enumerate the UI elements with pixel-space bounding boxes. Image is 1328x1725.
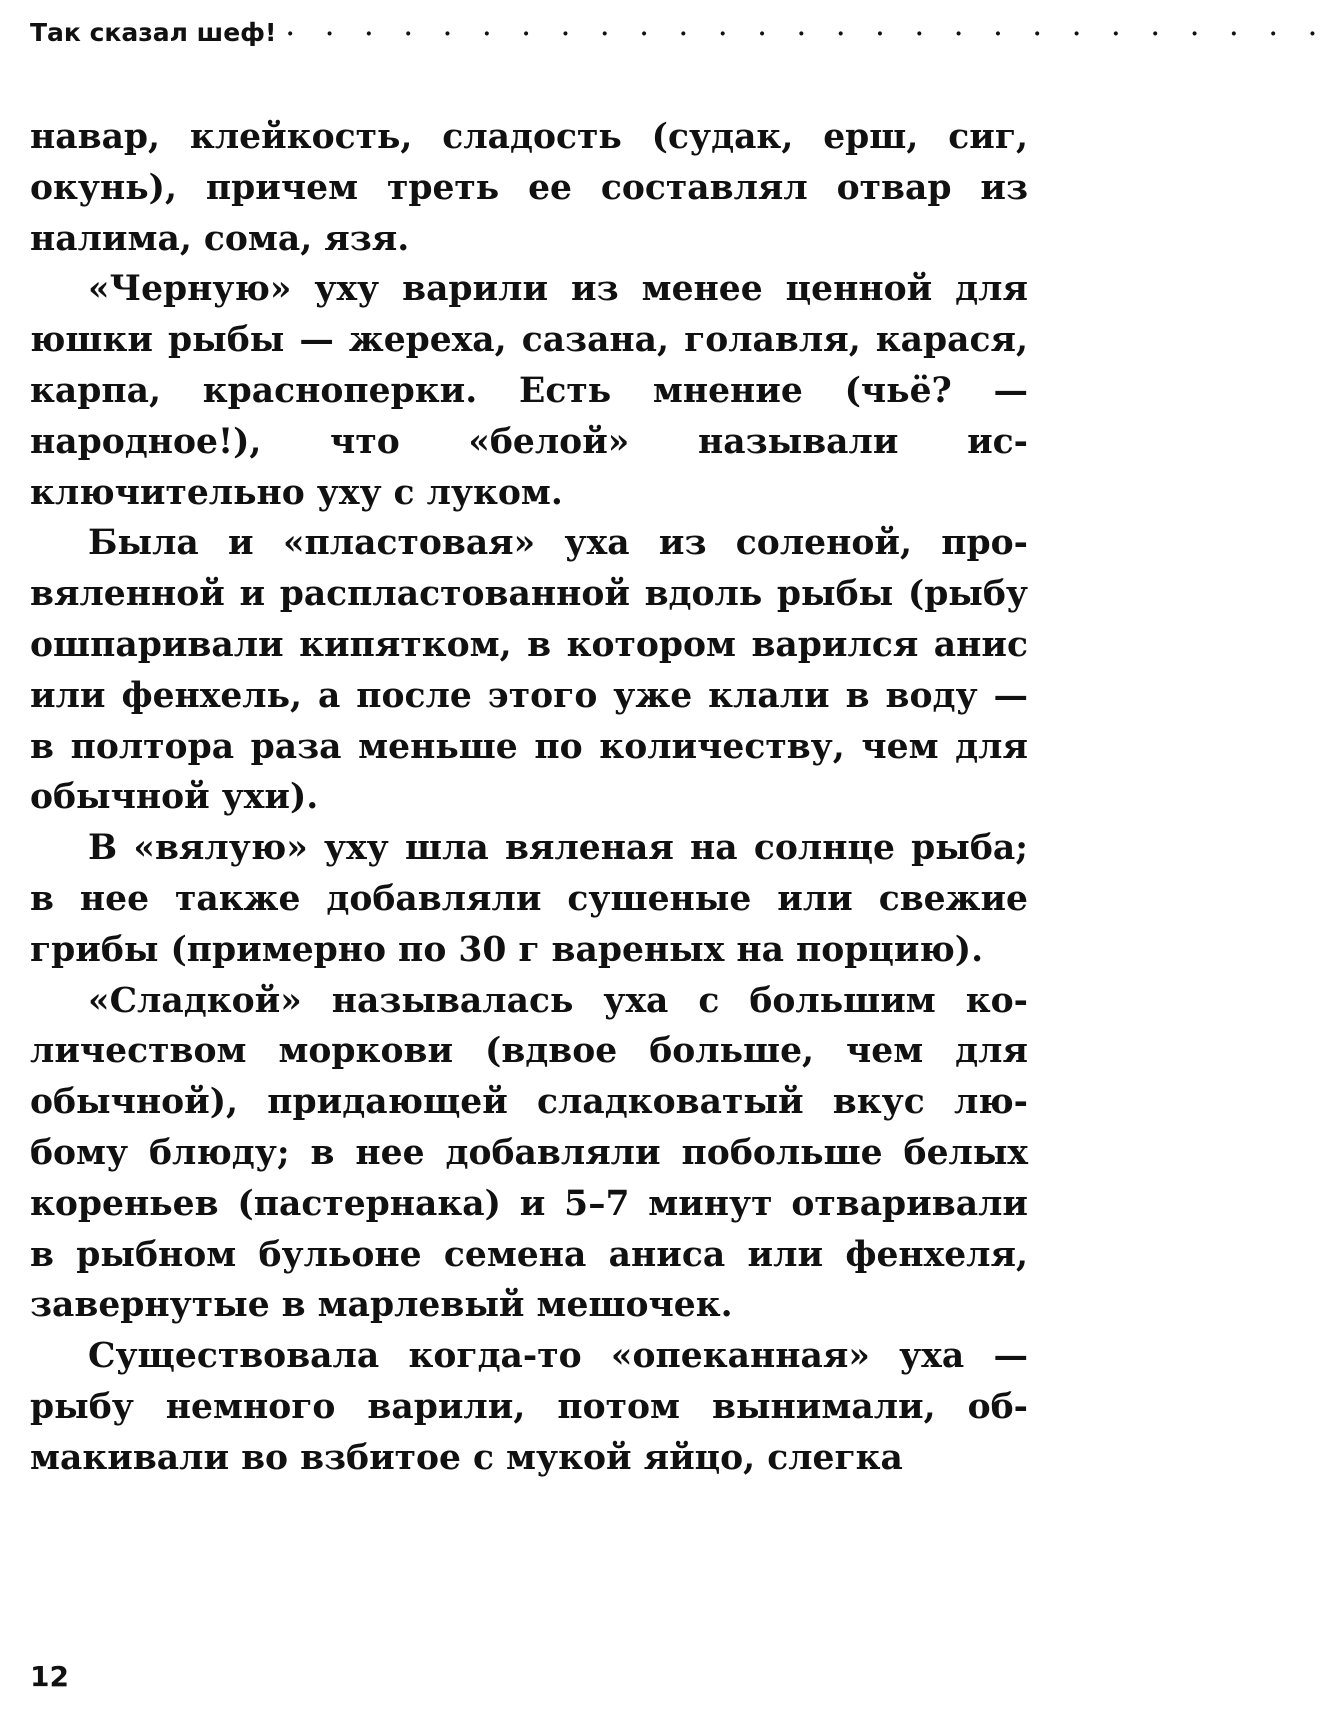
leader-dots: · · · · · · · · · · · · · · · · · · · · · · · · · · · xyxy=(286,21,1328,47)
running-title: Так сказал шеф! xyxy=(30,18,277,47)
paragraph: «Черную» уху варили из менее ценной для юшки рыбы — жереха, сазана, голавля, карася, карпа, красноперки. Есть мнение (чьё? — народное!), что «белой» называли исключительно уху с луком. xyxy=(30,269,1028,513)
paragraph: В «вялую» уху шла вяленая на солнце рыба; в нее также добавляли сушеные или свежие грибы (примерно по 30 г вареных на порцию). xyxy=(30,828,1028,970)
paragraph: Была и «пластовая» уха из соленой, провяленной и распластованной вдоль рыбы (рыбу ошпаривали кипятком, в котором варился анис или фенхель, а после этого уже клали в воду — в полтора раза меньше по количеству, чем для обычной ухи). xyxy=(30,523,1028,818)
body-text xyxy=(30,112,1028,1484)
paragraph: Существовала когда-то «опеканная» уха — рыбу немного варили, потом вынимали, обмакивали во взбитое с мукой яйцо, слегка xyxy=(30,1336,1028,1478)
paragraph-continued: навар, клейкость, сладость (судак, ерш, сиг, окунь), причем треть ее составлял отвар из налима, сома, язя. xyxy=(30,117,1028,259)
page-number: 12 xyxy=(30,1660,69,1693)
paragraph: «Сладкой» называлась уха с большим количеством моркови (вдвое больше, чем для обычной), придающей сладковатый вкус любому блюду; в нее добавляли побольше белых кореньев (пастернака) и 5–7 минут отваривали в рыбном бульоне семена аниса или фенхеля, завернутые в марлевый мешочек. xyxy=(30,980,1028,1326)
running-header xyxy=(30,18,1328,58)
